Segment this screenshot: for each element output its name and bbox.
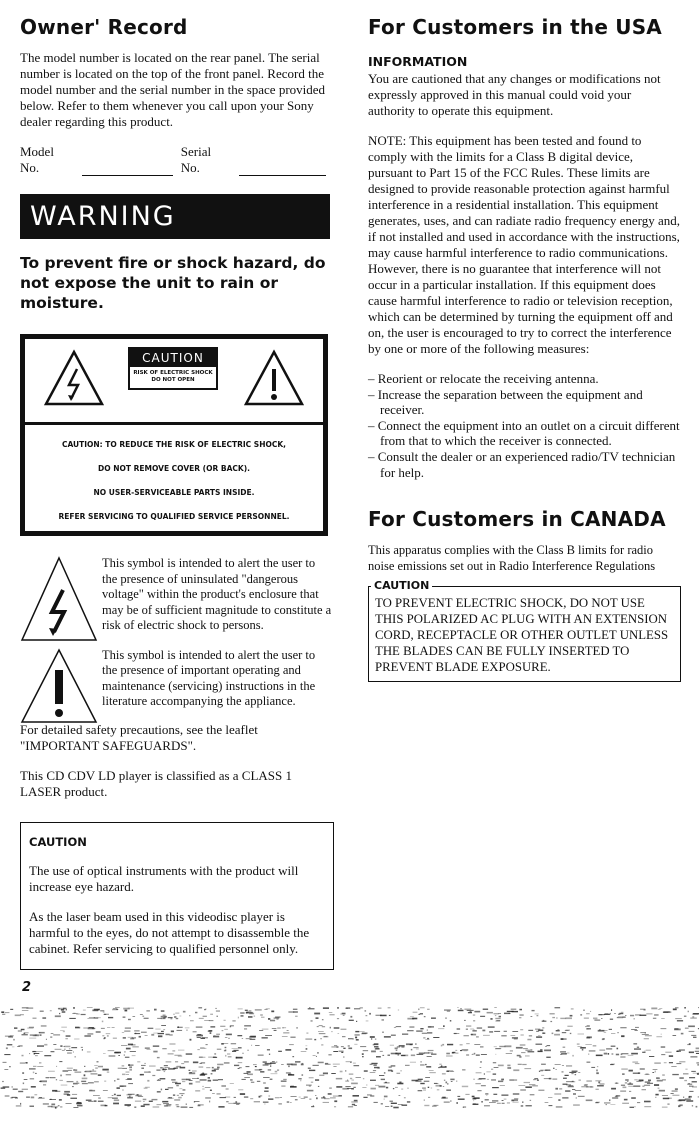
owner-record-title: Owner' Record [20,15,188,39]
owner-record-text: The model number is located on the rear panel. The serial number is located on the top of the front panel. Record the model number and the serial number in the space provided below. Refer to them whenever you call upon your Sony dealer regarding this product. [20,50,326,129]
caution-line: DO NOT REMOVE COVER (OR BACK). [98,464,250,473]
warning-banner: WARNING [20,194,330,239]
canada-caution-text: TO PREVENT ELECTRIC SHOCK, DO NOT USE THIS POLARIZED AC PLUG WITH AN EXTENSION CORD, RECEPTACLE OR OTHER OUTLET UNLESS THE BLADES CAN BE FULLY INSERTED TO PREVENT BLADE EXPOSURE. [375,596,669,675]
model-no-label: Model No. [20,144,54,175]
measures-list [368,371,680,480]
usa-title: For Customers in the USA [368,15,662,39]
important-symbol-text: This symbol is intended to alert the user to the presence of important operating and maintenance (servicing) instructions in the literature accompanying the appliance. [102,647,316,708]
exclamation-triangle-icon [20,648,98,726]
list-item: – Connect the equipment into an outlet on a circuit different from that to which the receiver is connected. [368,417,680,449]
page-number: 2 [22,980,32,995]
voltage-warning-icon [43,349,105,407]
voltage-symbol-note [20,556,332,634]
serial-no-label: Serial No. [180,144,212,175]
list-item: – Reorient or relocate the receiving antenna. [368,371,599,386]
important-symbol-note [20,648,332,710]
canada-text: This apparatus complies with the Class B limits for radio noise emissions set out in Radio Interference Regulations [368,543,656,574]
do-not-open-text: DO NOT OPEN [151,377,195,383]
canada-caution-label: CAUTION [371,579,432,592]
risk-of-shock-text: RISK OF ELECTRIC SHOCK [133,370,213,376]
list-item: – Increase the separation between the equipment and receiver. [368,386,643,418]
caution-panel-top [25,339,323,425]
fcc-note-text: NOTE: This equipment has been tested and found to comply with the limits for a Class B digital device, pursuant to Part 15 of the FCC Rules. These limits are designed to provide reasonable protection against harmful interference in a residential installation. This equipment generates, uses, and can radiate radio frequency energy and, if not installed and used in accordance with the instructions, may cause harmful interference to radio communications. However, there is no guarantee that interference will not occur in a particular installation. If this equipment does cause harmful interference to radio or television reception, which can be determined by turning the equipment off and on, the user is encouraged to try to correct the interference by one or more of the following measures: [368,133,680,356]
laser-caution-title: CAUTION [29,834,87,849]
voltage-symbol-text: This symbol is intended to alert the user to the presence of uninsulated "dangerous voltage" within the product's enclosure that may be of sufficient magnitude to constitute a risk of electric shock to persons. [102,556,332,632]
caution-label-heading: CAUTION [130,349,216,367]
laser-class-text: This CD CDV LD player is classified as a CLASS 1 LASER product. [20,767,293,799]
hazard-heading: To prevent fire or shock hazard, do not expose the unit to rain or moisture. [20,254,326,312]
safeguards-text: For detailed safety precautions, see the leaflet "IMPORTANT SAFEGUARDS". [20,721,258,753]
serial-no-line [239,165,326,176]
information-heading: INFORMATION [368,54,468,69]
left-lower-text [20,722,332,800]
canada-caution-box [368,579,681,682]
caution-label-panel [20,334,328,536]
model-no-line [82,165,173,176]
caution-line: REFER SERVICING TO QUALIFIED SERVICE PERSONNEL. [58,512,290,521]
right-column [368,14,680,682]
laser-caution-p2: As the laser beam used in this videodisc player is harmful to the eyes, do not attempt to disassemble the cabinet. Refer servicing to qualified personnel only. [29,908,310,956]
laser-caution-box [20,822,334,970]
caution-line: NO USER-SERVICEABLE PARTS INSIDE. [93,488,255,497]
caution-label [128,347,218,390]
exclamation-warning-icon [243,349,305,407]
caution-label-small [130,367,216,388]
laser-caution-p1: The use of optical instruments with the product will increase eye hazard. [29,862,299,894]
scan-noise [0,1000,699,1110]
canada-title: For Customers in CANADA [368,507,666,532]
information-text: You are cautioned that any changes or modifications not expressly approved in this manual could void your authority to operate this equipment. [368,71,661,118]
list-item: – Consult the dealer or an experienced radio/TV technician for help. [368,448,676,480]
caution-panel-lines [25,433,323,529]
caution-line: CAUTION: TO REDUCE THE RISK OF ELECTRIC SHOCK, [61,440,287,449]
lightning-triangle-icon [20,556,98,646]
record-fields [20,144,332,176]
left-column [20,14,332,970]
